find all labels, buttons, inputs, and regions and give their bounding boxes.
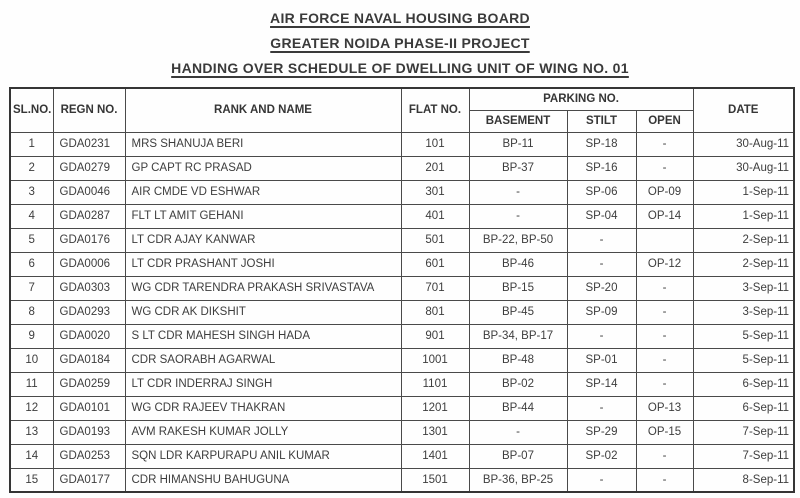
cell-stilt: SP-20 bbox=[567, 276, 636, 300]
table-row bbox=[10, 156, 794, 180]
cell-open: OP-09 bbox=[636, 180, 693, 204]
cell-stilt: SP-29 bbox=[567, 420, 636, 444]
table-row bbox=[10, 348, 794, 372]
header-cell-stilt: STILT bbox=[567, 110, 636, 132]
table-row bbox=[10, 468, 794, 492]
cell-basement: BP-07 bbox=[469, 444, 567, 468]
cell-flat-no: 1401 bbox=[401, 444, 469, 468]
cell-flat-no: 501 bbox=[401, 228, 469, 252]
header-cell-date: DATE bbox=[693, 88, 794, 132]
table-header bbox=[10, 88, 794, 132]
cell-stilt: - bbox=[567, 228, 636, 252]
header-cell-sl-no: SL.NO. bbox=[10, 88, 53, 132]
table-body bbox=[10, 132, 794, 492]
cell-stilt: SP-04 bbox=[567, 204, 636, 228]
cell-regn-no: GDA0303 bbox=[53, 276, 125, 300]
cell-basement: BP-48 bbox=[469, 348, 567, 372]
cell-open: OP-15 bbox=[636, 420, 693, 444]
cell-sl-no: 4 bbox=[10, 204, 53, 228]
cell-sl-no: 6 bbox=[10, 252, 53, 276]
title-project-name: GREATER NOIDA PHASE-II PROJECT bbox=[270, 35, 530, 51]
cell-regn-no: GDA0253 bbox=[53, 444, 125, 468]
table-row bbox=[10, 276, 794, 300]
cell-regn-no: GDA0020 bbox=[53, 324, 125, 348]
table-row bbox=[10, 132, 794, 156]
cell-rank-and-name: LT CDR INDERRAJ SINGH bbox=[125, 372, 401, 396]
cell-sl-no: 14 bbox=[10, 444, 53, 468]
cell-basement: BP-11 bbox=[469, 132, 567, 156]
cell-sl-no: 7 bbox=[10, 276, 53, 300]
cell-rank-and-name: FLT LT AMIT GEHANI bbox=[125, 204, 401, 228]
cell-sl-no: 8 bbox=[10, 300, 53, 324]
cell-stilt: SP-09 bbox=[567, 300, 636, 324]
cell-sl-no: 9 bbox=[10, 324, 53, 348]
cell-stilt: - bbox=[567, 252, 636, 276]
table-row bbox=[10, 204, 794, 228]
header-cell-open: OPEN bbox=[636, 110, 693, 132]
cell-date: 2-Sep-11 bbox=[693, 228, 794, 252]
table-row bbox=[10, 444, 794, 468]
cell-sl-no: 12 bbox=[10, 396, 53, 420]
cell-date: 1-Sep-11 bbox=[693, 180, 794, 204]
cell-regn-no: GDA0231 bbox=[53, 132, 125, 156]
cell-sl-no: 1 bbox=[10, 132, 53, 156]
cell-flat-no: 901 bbox=[401, 324, 469, 348]
cell-regn-no: GDA0259 bbox=[53, 372, 125, 396]
cell-regn-no: GDA0176 bbox=[53, 228, 125, 252]
cell-basement: - bbox=[469, 204, 567, 228]
cell-date: 5-Sep-11 bbox=[693, 324, 794, 348]
cell-flat-no: 1301 bbox=[401, 420, 469, 444]
title-block bbox=[0, 0, 800, 81]
cell-sl-no: 11 bbox=[10, 372, 53, 396]
title-line-2 bbox=[0, 31, 800, 56]
cell-open: OP-14 bbox=[636, 204, 693, 228]
cell-sl-no: 15 bbox=[10, 468, 53, 492]
cell-flat-no: 1201 bbox=[401, 396, 469, 420]
cell-basement: BP-46 bbox=[469, 252, 567, 276]
cell-open: - bbox=[636, 156, 693, 180]
cell-rank-and-name: AIR CMDE VD ESHWAR bbox=[125, 180, 401, 204]
cell-open: - bbox=[636, 300, 693, 324]
cell-date: 7-Sep-11 bbox=[693, 420, 794, 444]
cell-open: - bbox=[636, 372, 693, 396]
table-row bbox=[10, 228, 794, 252]
cell-date: 6-Sep-11 bbox=[693, 396, 794, 420]
header-row-top bbox=[10, 88, 794, 110]
cell-date: 3-Sep-11 bbox=[693, 276, 794, 300]
header-cell-rank-and-name: RANK AND NAME bbox=[125, 88, 401, 132]
cell-stilt: SP-06 bbox=[567, 180, 636, 204]
header-cell-basement: BASEMENT bbox=[469, 110, 567, 132]
cell-regn-no: GDA0287 bbox=[53, 204, 125, 228]
cell-sl-no: 2 bbox=[10, 156, 53, 180]
cell-stilt: SP-14 bbox=[567, 372, 636, 396]
cell-rank-and-name: AVM RAKESH KUMAR JOLLY bbox=[125, 420, 401, 444]
cell-rank-and-name: GP CAPT RC PRASAD bbox=[125, 156, 401, 180]
cell-regn-no: GDA0006 bbox=[53, 252, 125, 276]
cell-open: - bbox=[636, 276, 693, 300]
cell-basement: BP-36, BP-25 bbox=[469, 468, 567, 492]
cell-open: - bbox=[636, 324, 693, 348]
cell-rank-and-name: S LT CDR MAHESH SINGH HADA bbox=[125, 324, 401, 348]
cell-stilt: SP-02 bbox=[567, 444, 636, 468]
cell-flat-no: 701 bbox=[401, 276, 469, 300]
title-line-3 bbox=[0, 56, 800, 81]
cell-rank-and-name: CDR SAORABH AGARWAL bbox=[125, 348, 401, 372]
cell-date: 3-Sep-11 bbox=[693, 300, 794, 324]
cell-sl-no: 13 bbox=[10, 420, 53, 444]
cell-basement: BP-37 bbox=[469, 156, 567, 180]
cell-stilt: - bbox=[567, 468, 636, 492]
cell-stilt: SP-18 bbox=[567, 132, 636, 156]
handover-schedule-table bbox=[9, 87, 795, 493]
header-cell-flat-no: FLAT NO. bbox=[401, 88, 469, 132]
cell-sl-no: 5 bbox=[10, 228, 53, 252]
cell-rank-and-name: LT CDR AJAY KANWAR bbox=[125, 228, 401, 252]
cell-flat-no: 801 bbox=[401, 300, 469, 324]
cell-regn-no: GDA0046 bbox=[53, 180, 125, 204]
table-row bbox=[10, 180, 794, 204]
cell-rank-and-name: WG CDR TARENDRA PRAKASH SRIVASTAVA bbox=[125, 276, 401, 300]
title-board-name: AIR FORCE NAVAL HOUSING BOARD bbox=[270, 10, 530, 26]
table-row bbox=[10, 324, 794, 348]
cell-stilt: SP-16 bbox=[567, 156, 636, 180]
cell-rank-and-name: LT CDR PRASHANT JOSHI bbox=[125, 252, 401, 276]
cell-basement: - bbox=[469, 180, 567, 204]
table-row bbox=[10, 420, 794, 444]
cell-rank-and-name: SQN LDR KARPURAPU ANIL KUMAR bbox=[125, 444, 401, 468]
cell-rank-and-name: WG CDR RAJEEV THAKRAN bbox=[125, 396, 401, 420]
cell-basement: BP-45 bbox=[469, 300, 567, 324]
cell-flat-no: 1001 bbox=[401, 348, 469, 372]
cell-regn-no: GDA0177 bbox=[53, 468, 125, 492]
cell-date: 8-Sep-11 bbox=[693, 468, 794, 492]
cell-date: 5-Sep-11 bbox=[693, 348, 794, 372]
cell-date: 30-Aug-11 bbox=[693, 156, 794, 180]
cell-open: - bbox=[636, 132, 693, 156]
cell-open bbox=[636, 228, 693, 252]
cell-flat-no: 1101 bbox=[401, 372, 469, 396]
header-cell-parking-no: PARKING NO. bbox=[469, 88, 693, 110]
cell-flat-no: 201 bbox=[401, 156, 469, 180]
table-row bbox=[10, 372, 794, 396]
cell-date: 6-Sep-11 bbox=[693, 372, 794, 396]
header-cell-regn-no: REGN NO. bbox=[53, 88, 125, 132]
cell-date: 2-Sep-11 bbox=[693, 252, 794, 276]
cell-flat-no: 301 bbox=[401, 180, 469, 204]
cell-basement: BP-02 bbox=[469, 372, 567, 396]
cell-basement: BP-22, BP-50 bbox=[469, 228, 567, 252]
cell-basement: BP-34, BP-17 bbox=[469, 324, 567, 348]
cell-open: OP-13 bbox=[636, 396, 693, 420]
cell-stilt: - bbox=[567, 324, 636, 348]
table-row bbox=[10, 252, 794, 276]
cell-flat-no: 401 bbox=[401, 204, 469, 228]
cell-date: 7-Sep-11 bbox=[693, 444, 794, 468]
cell-flat-no: 101 bbox=[401, 132, 469, 156]
cell-regn-no: GDA0184 bbox=[53, 348, 125, 372]
cell-sl-no: 10 bbox=[10, 348, 53, 372]
cell-stilt: SP-01 bbox=[567, 348, 636, 372]
cell-regn-no: GDA0279 bbox=[53, 156, 125, 180]
cell-regn-no: GDA0101 bbox=[53, 396, 125, 420]
cell-regn-no: GDA0293 bbox=[53, 300, 125, 324]
cell-date: 30-Aug-11 bbox=[693, 132, 794, 156]
cell-rank-and-name: WG CDR AK DIKSHIT bbox=[125, 300, 401, 324]
cell-sl-no: 3 bbox=[10, 180, 53, 204]
cell-stilt: - bbox=[567, 396, 636, 420]
cell-regn-no: GDA0193 bbox=[53, 420, 125, 444]
cell-open: - bbox=[636, 348, 693, 372]
cell-rank-and-name: CDR HIMANSHU BAHUGUNA bbox=[125, 468, 401, 492]
table-row bbox=[10, 396, 794, 420]
cell-rank-and-name: MRS SHANUJA BERI bbox=[125, 132, 401, 156]
title-schedule-name: HANDING OVER SCHEDULE OF DWELLING UNIT OF WING NO. 01 bbox=[171, 60, 629, 76]
cell-flat-no: 601 bbox=[401, 252, 469, 276]
cell-flat-no: 1501 bbox=[401, 468, 469, 492]
cell-open: - bbox=[636, 468, 693, 492]
cell-basement: BP-15 bbox=[469, 276, 567, 300]
cell-basement: - bbox=[469, 420, 567, 444]
cell-open: - bbox=[636, 444, 693, 468]
cell-open: OP-12 bbox=[636, 252, 693, 276]
cell-basement: BP-44 bbox=[469, 396, 567, 420]
cell-date: 1-Sep-11 bbox=[693, 204, 794, 228]
table-row bbox=[10, 300, 794, 324]
title-line-1 bbox=[0, 6, 800, 31]
